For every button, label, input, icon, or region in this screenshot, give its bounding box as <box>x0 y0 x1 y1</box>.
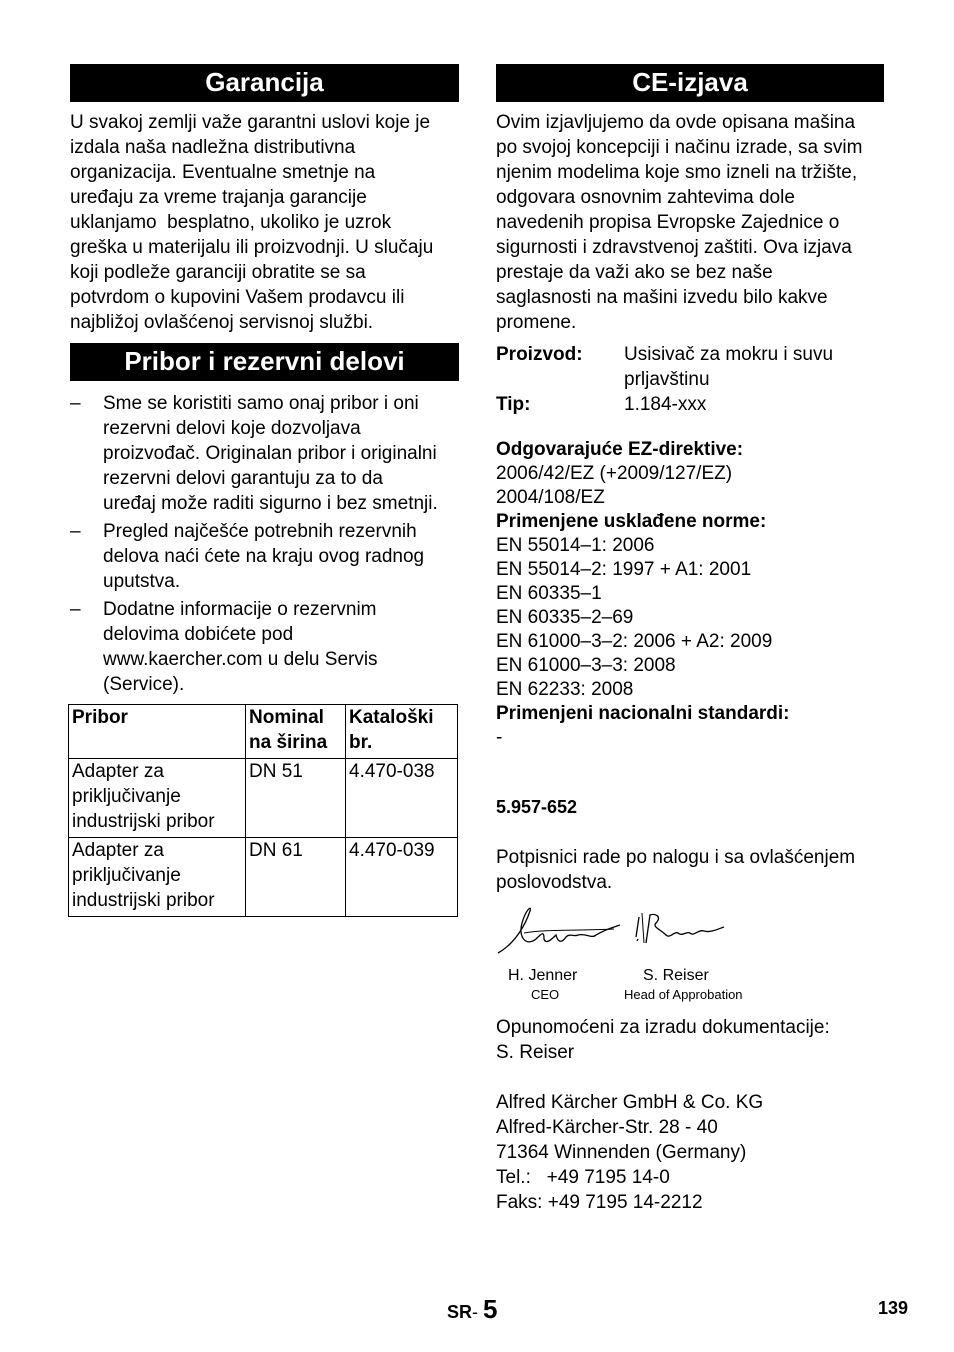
text-line: potvrdom o kupovini Vašem prodavcu ili <box>70 287 405 308</box>
table-header-cell <box>246 705 346 759</box>
table-header-cell <box>69 705 246 759</box>
address-line: Alfred-Kärcher-Str. 28 - 40 <box>496 1117 718 1138</box>
norm-item: EN 61000–3–3: 2008 <box>496 655 676 676</box>
signatures <box>496 895 884 1015</box>
signer-1-name: H. Jenner <box>508 967 578 984</box>
cell-text: DN 51 <box>249 761 303 782</box>
text-line: njenim modelima koje smo izneli na tržište, <box>496 162 858 183</box>
accessories-table <box>68 704 458 917</box>
type-value: 1.184-xxx <box>624 394 707 415</box>
text-line: promene. <box>496 312 577 333</box>
text-line: www.kaercher.com u delu Servis <box>103 649 378 670</box>
address-line: Faks: +49 7195 14-2212 <box>496 1192 703 1213</box>
text-line: odgovara osnovnim zahtevima dole <box>496 187 795 208</box>
list-item <box>70 391 459 516</box>
text-line: poslovodstva. <box>496 872 613 893</box>
list-item <box>70 519 459 594</box>
directives-list <box>496 462 884 510</box>
text-line: proizvođač. Originalan pribor i originalni <box>103 443 437 464</box>
signer-2-name: S. Reiser <box>643 967 709 984</box>
product-label: Proizvod: <box>496 344 583 365</box>
text-line: sigurnosti i zdravstvenoj zaštiti. Ova izjava <box>496 237 852 258</box>
text-line: izdala naša nadležna distributivna <box>70 137 356 158</box>
directive-item: 2004/108/EZ <box>496 487 605 508</box>
address-line: Alfred Kärcher GmbH & Co. KG <box>496 1092 764 1113</box>
cell-text: industrijski pribor <box>72 890 215 911</box>
table-header-cell <box>346 705 458 759</box>
signature-jenner-image <box>496 903 756 963</box>
text-line: najbližoj ovlašćenoj servisnoj službi. <box>70 312 374 333</box>
norm-item: EN 61000–3–2: 2006 + A2: 2009 <box>496 631 773 652</box>
company-address <box>496 1090 884 1215</box>
text-line: Pregled najčešće potrebnih rezervnih <box>103 521 417 542</box>
national-standards-heading: Primenjeni nacionalni standardi: <box>496 703 790 724</box>
header-text: Nominal <box>249 707 324 728</box>
text-line: koji podleže garanciji obratite se sa <box>70 262 366 283</box>
text-line: saglasnosti na mašini izvedu bilo kakve <box>496 287 828 308</box>
cell-text: Adapter za <box>72 840 164 861</box>
product-value <box>624 342 833 392</box>
cell-text: 4.470-039 <box>349 840 435 861</box>
text-line: Sme se koristiti samo onaj pribor i oni <box>103 393 419 414</box>
right-column <box>496 64 884 1215</box>
table-cell <box>246 838 346 917</box>
cell-text: priključivanje <box>72 865 181 886</box>
text-line: po svojoj koncepciji i načinu izrade, sa svim <box>496 137 863 158</box>
directives-heading: Odgovarajuće EZ-direktive: <box>496 439 744 460</box>
text-line: U svakoj zemlji važe garantni uslovi koje je <box>70 112 431 133</box>
cell-text: industrijski pribor <box>72 811 215 832</box>
footer-lang: SR <box>447 1302 473 1322</box>
directive-item: 2006/42/EZ (+2009/127/EZ) <box>496 463 733 484</box>
signer-1-role: CEO <box>531 987 560 1002</box>
cell-text: DN 61 <box>249 840 303 861</box>
header-text: br. <box>349 732 373 753</box>
header-text: na širina <box>249 732 328 753</box>
authorized-text <box>496 1015 884 1065</box>
national-standards-value: - <box>496 727 503 748</box>
text-line: prljavštinu <box>624 369 710 390</box>
text-line: delova naći ćete na kraju ovog radnog <box>103 546 425 567</box>
norm-item: EN 62233: 2008 <box>496 679 634 700</box>
header-text: Kataloški <box>349 707 434 728</box>
text-line: navedenih propisa Evropske Zajednice o <box>496 212 840 233</box>
text-line: rezervni delovi garantuju za to da <box>103 468 383 489</box>
norms-list <box>496 534 884 702</box>
text-line: uređaj može raditi sigurno i bez smetnji. <box>103 493 438 514</box>
table-row <box>69 838 458 917</box>
text-line: Opunomoćeni za izradu dokumentacije: <box>496 1017 830 1038</box>
warranty-text <box>70 110 459 335</box>
text-line: uputstva. <box>103 571 181 592</box>
accessories-heading: Pribor i rezervni delovi <box>70 343 459 381</box>
table-cell <box>69 759 246 838</box>
norm-item: EN 55014–2: 1997 + A1: 2001 <box>496 559 752 580</box>
text-line: uređaju za vreme trajanja garancije <box>70 187 367 208</box>
norm-item: EN 60335–2–69 <box>496 607 634 628</box>
norm-item: EN 60335–1 <box>496 583 602 604</box>
cell-text: Adapter za <box>72 761 164 782</box>
table-row <box>69 759 458 838</box>
type-row <box>496 392 884 417</box>
table-cell <box>246 759 346 838</box>
accessories-list <box>70 391 459 697</box>
signer-2-role: Head of Approbation <box>624 987 743 1002</box>
text-line: rezervni delovi koje dozvoljava <box>103 418 361 439</box>
product-row <box>496 342 884 392</box>
text-line: S. Reiser <box>496 1042 575 1063</box>
text-line: Potpisnici rade po nalogu i sa ovlašćenjem <box>496 847 856 868</box>
norm-item: EN 55014–1: 2006 <box>496 535 655 556</box>
text-line: greška u materijalu ili proizvodnji. U slučaju <box>70 237 434 258</box>
ce-declaration-heading: CE-izjava <box>496 64 884 102</box>
type-label: Tip: <box>496 394 531 415</box>
text-line: Ovim izjavljujemo da ovde opisana mašina <box>496 112 856 133</box>
norms-heading: Primenjene usklađene norme: <box>496 511 767 532</box>
table-cell <box>346 838 458 917</box>
dash-bullet: – <box>70 393 81 414</box>
footer-section-number: 5 <box>483 1294 498 1324</box>
cell-text: 4.470-038 <box>349 761 435 782</box>
cell-text: priključivanje <box>72 786 181 807</box>
text-line: uklanjamo besplatno, ukoliko je uzrok <box>70 212 392 233</box>
text-line: delovima dobićete pod <box>103 624 294 645</box>
document-number: 5.957-652 <box>496 797 578 817</box>
address-line: Tel.: +49 7195 14-0 <box>496 1167 670 1188</box>
page-number: 139 <box>878 1298 909 1318</box>
footer-sep: - <box>472 1302 479 1322</box>
text-line: Usisivač za mokru i suvu <box>624 344 834 365</box>
ce-intro-text <box>496 110 884 335</box>
text-line: (Service). <box>103 674 185 695</box>
list-item <box>70 597 459 697</box>
signatories-text <box>496 845 884 895</box>
left-column <box>70 64 459 700</box>
footer-section-code <box>447 1294 498 1325</box>
dash-bullet: – <box>70 521 81 542</box>
address-line: 71364 Winnenden (Germany) <box>496 1142 747 1163</box>
text-line: organizacija. Eventualne smetnje na <box>70 162 376 183</box>
warranty-heading: Garancija <box>70 64 459 102</box>
table-cell <box>346 759 458 838</box>
text-line: Dodatne informacije o rezervnim <box>103 599 377 620</box>
dash-bullet: – <box>70 599 81 620</box>
header-text: Pribor <box>72 707 128 728</box>
table-header-row <box>69 705 458 759</box>
text-line: prestaje da važi ako se bez naše <box>496 262 773 283</box>
table-cell <box>69 838 246 917</box>
